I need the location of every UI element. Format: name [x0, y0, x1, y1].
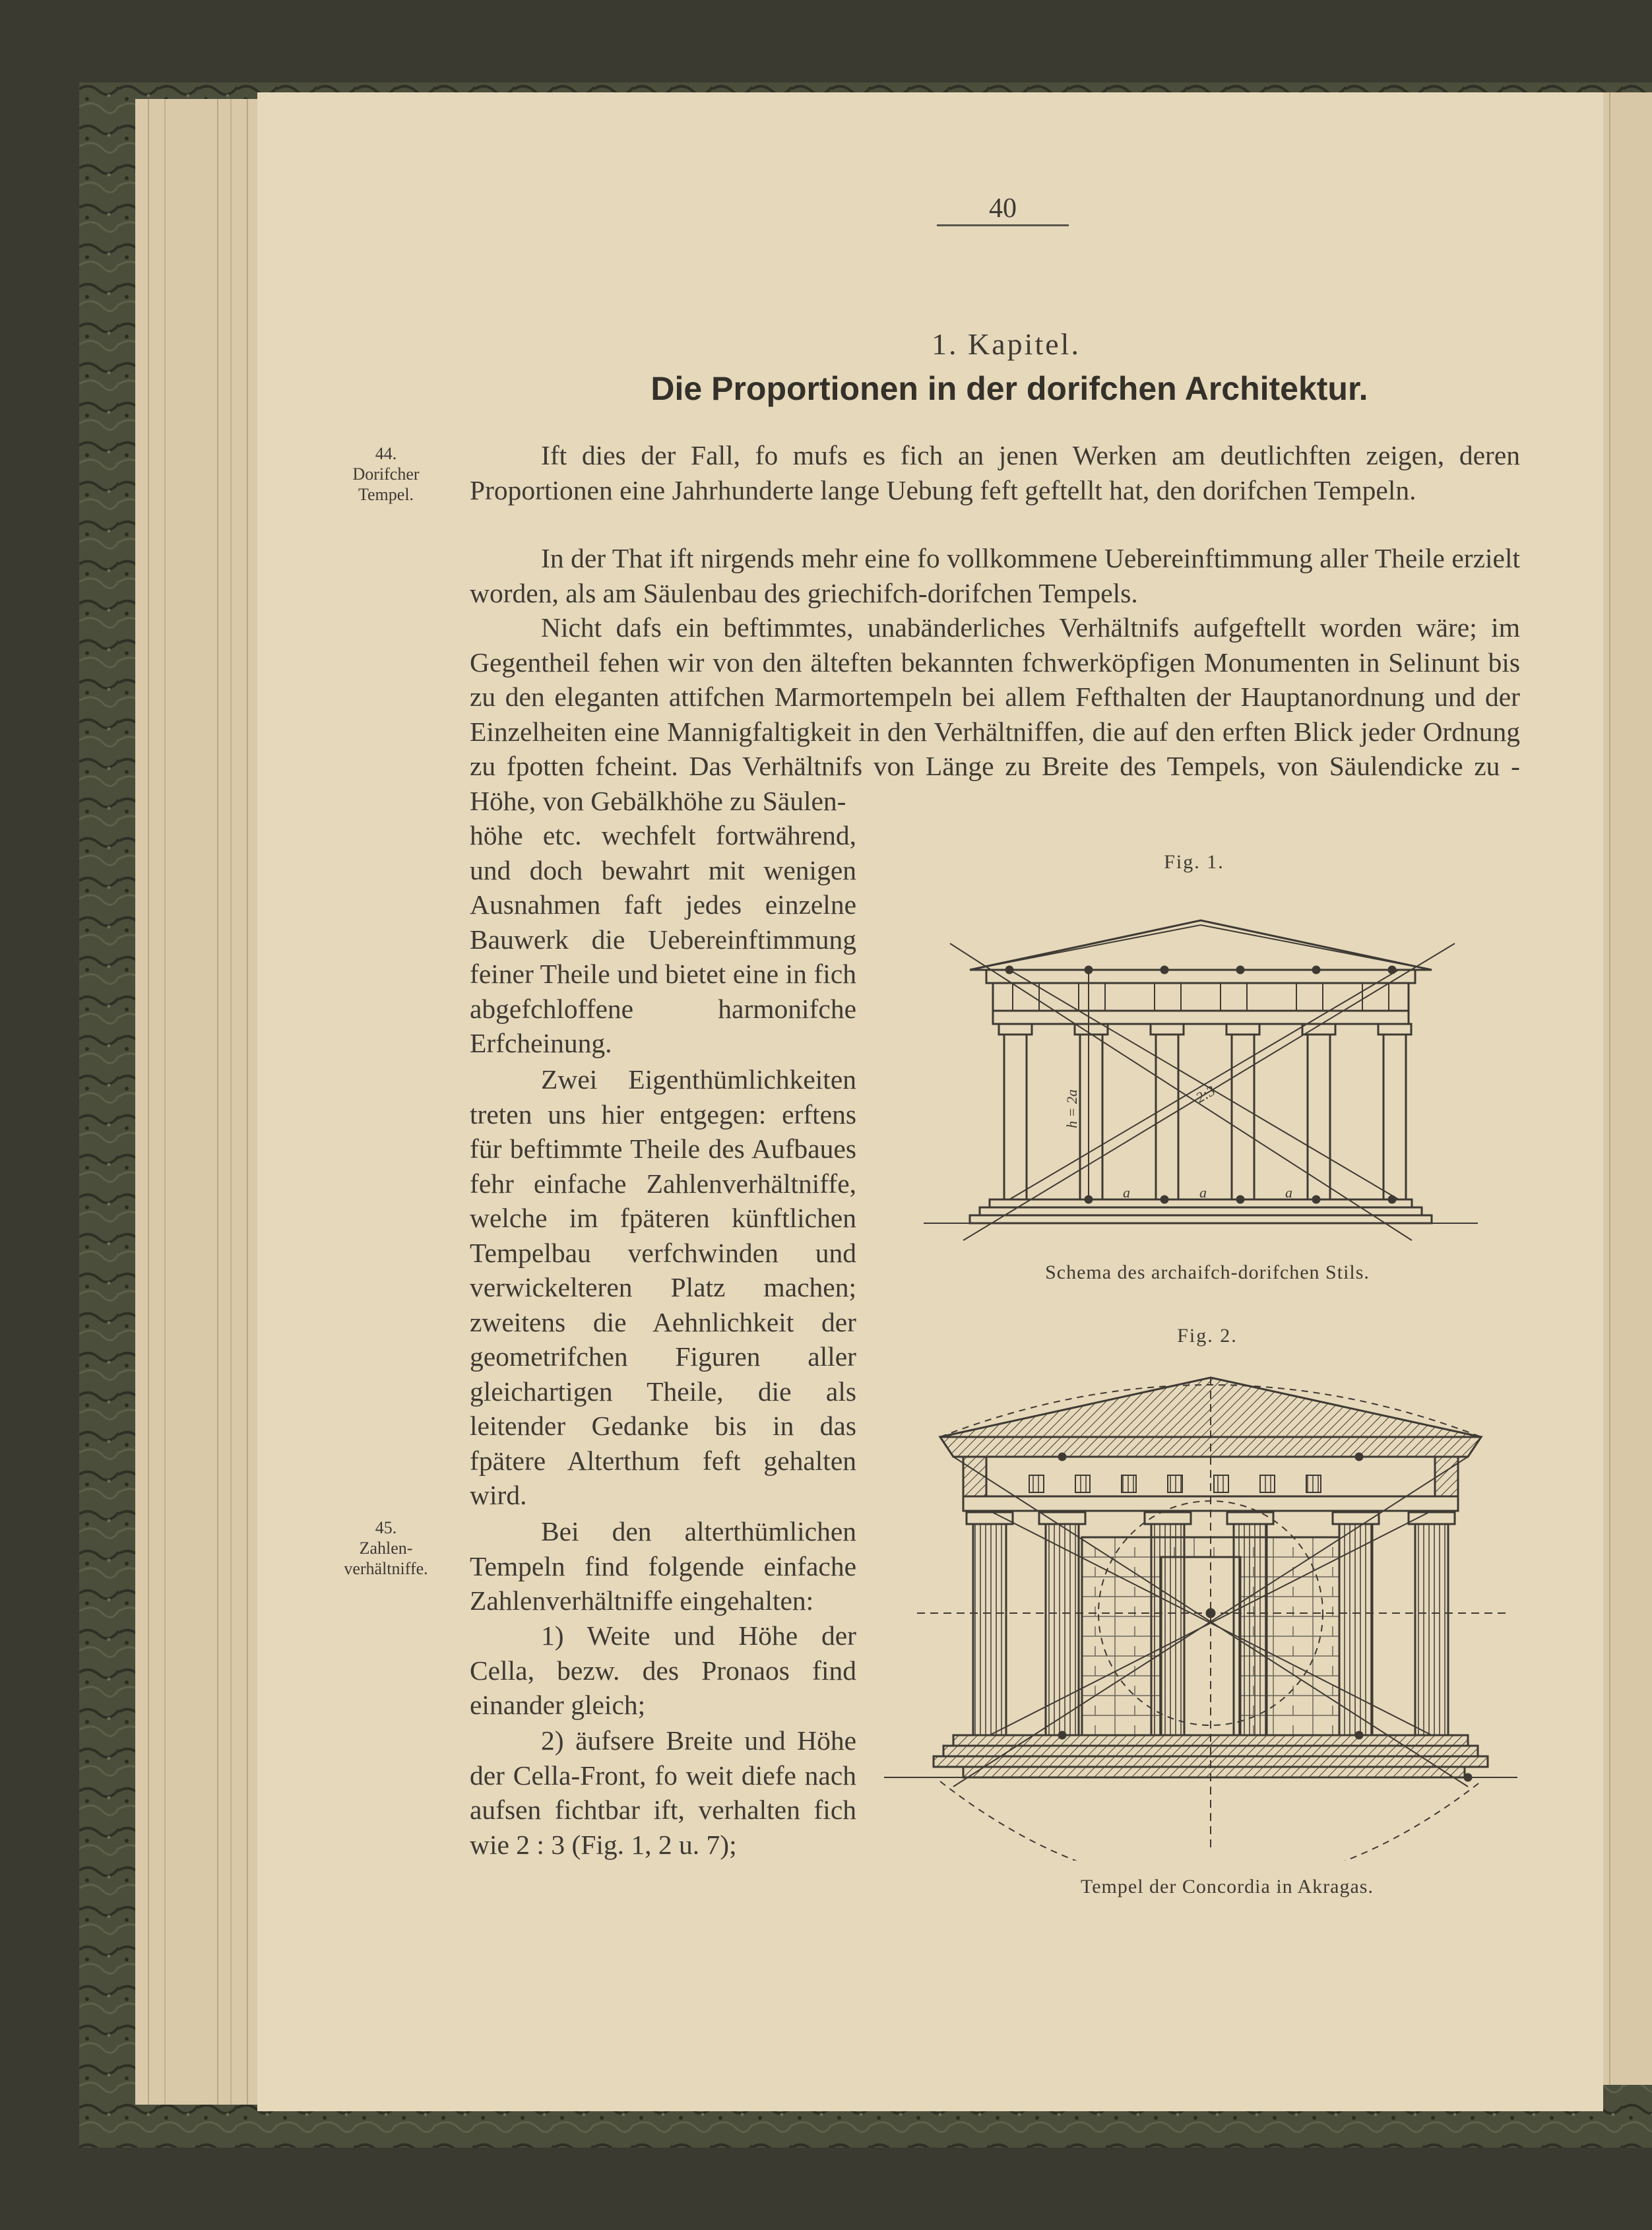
paragraph-7: 2) äufsere Breite und Höhe der Cella-Front, fo weit diefe nach aufsen fichtbar ift, verhalten fich wie 2 : 3 (Fig. 1, 2 u. 7);	[470, 1725, 856, 1860]
margin-note-44	[323, 443, 449, 505]
margin-note-45	[323, 1517, 449, 1579]
figure-1-annotation: h = 2a	[1064, 1089, 1080, 1128]
figure-2-caption: Tempel der Concordia in Akragas.	[1081, 1876, 1374, 1897]
figure-1-annotation: 2:3	[1193, 1082, 1218, 1106]
paragraph-1: Ift dies der Fall, fo mufs es fich an jenen Werken am deutlichften zeigen, deren Proportionen eine Jahrhunderte lange Uebung feft geftellt hat, den dorifchen Tempeln.	[470, 440, 1520, 505]
figure-2-temple-concordia	[877, 1359, 1524, 1861]
paragraph-3: Nicht dafs ein beftimmtes, unabänderliches Verhältnifs aufgeftellt worden wäre; im Gegentheil fehen wir von den älteften bekannten fchwerköpfigen Monumenten in Selinunt bis zu den eleganten attifchen Marmortempeln bei allem Fefthalten der Hauptanordnung und der Einzelheiten eine Mannigfaltigkeit in den Verhältniffen, die auf den erften Blick jeder Ordnung zu fpotten fcheint. Das Verhältnifs von Länge zu Breite des Tempels, von Säulendicke zu -Höhe, von Gebälkhöhe zu Säulen-	[470, 612, 1520, 816]
margin-note-number: 44.	[375, 444, 397, 463]
margin-note-line: verhältniffe.	[344, 1559, 428, 1578]
figure-2-label: Fig. 2.	[1177, 1325, 1238, 1347]
page-number: 40	[989, 193, 1017, 224]
paragraph-5: Bei den alterthümlichen Tempeln find folgende einfache Zahlenverhältniffe eingehalten:	[470, 1516, 856, 1616]
paragraph-6: 1) Weite und Höhe der Cella, bezw. des Pronaos find einander gleich;	[470, 1620, 856, 1720]
figure-1-annotation: a	[1285, 1184, 1292, 1201]
figure-1-label: Fig. 1.	[1164, 851, 1224, 873]
margin-note-line: Dorifcher	[352, 464, 420, 484]
page-number-rule	[937, 224, 1069, 226]
margin-note-line: Zahlen-	[359, 1539, 413, 1558]
paragraph-2: In der That ift nirgends mehr eine fo vollkommene Uebereinftimmung aller Theile erzielt worden, als am Säulenbau des griechifch-dorifchen Tempels.	[470, 543, 1520, 608]
figure-1-temple-schema	[924, 904, 1478, 1247]
chapter-heading: 1. Kapitel.	[932, 327, 1081, 361]
paragraph-4: Zwei Eigenthümlichkeiten treten uns hier entgegen: erftens für beftimmte Theile des Aufbaues fehr einfache Zahlenverhältniffe, welche im fpäteren künftlichen Tempelbau verfchwinden und verwickelteren Platz machen; zweitens die Aehnlichkeit der geometrifchen Figuren aller gleichartigen Theile, die als leitender Gedanke bis in das fpätere Alterthum feft gehalten wird.	[470, 1064, 856, 1510]
figure-1-caption: Schema des archaifch-dorifchen Stils.	[1045, 1261, 1370, 1283]
figure-1-annotation: a	[1199, 1184, 1207, 1201]
page-title: Die Proportionen in der dorifchen Architektur.	[651, 370, 1368, 407]
margin-note-number: 45.	[375, 1518, 397, 1537]
margin-note-line: Tempel.	[358, 485, 414, 504]
figure-1-annotation: a	[1123, 1184, 1130, 1201]
paragraph-3-continued: höhe etc. wechfelt fortwährend, und doch bewahrt mit wenigen Ausnahmen faft jedes einzelne Bauwerk die Uebereinftimmung feiner Theile und bietet eine in fich abgefchloffene harmonifche Erfcheinung.	[470, 820, 856, 1058]
